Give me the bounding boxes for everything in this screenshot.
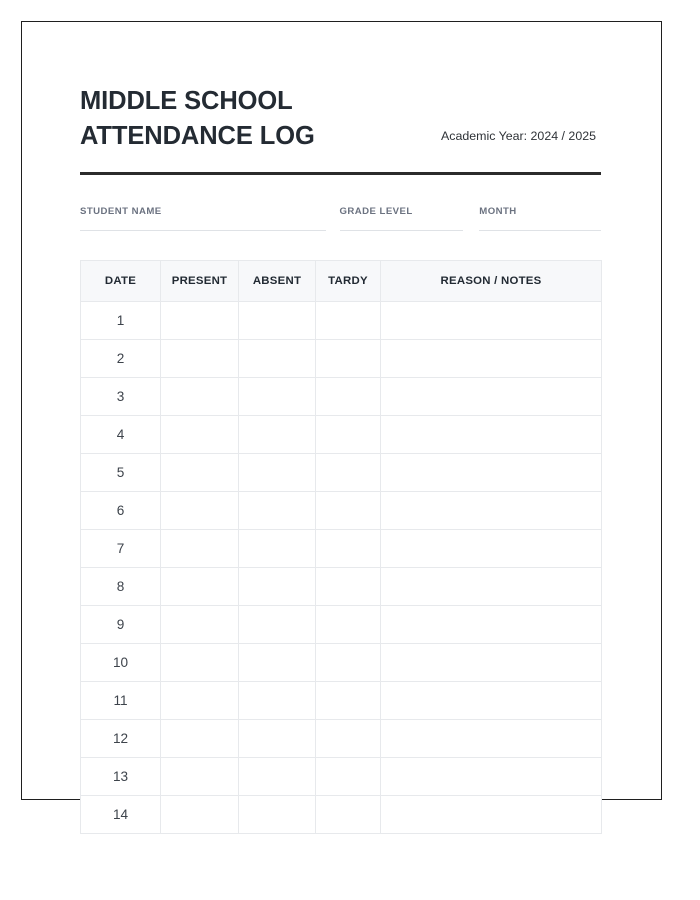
cell-absent[interactable] bbox=[239, 795, 316, 833]
table-header-row bbox=[81, 260, 602, 301]
cell-tardy[interactable] bbox=[316, 605, 381, 643]
cell-tardy[interactable] bbox=[316, 377, 381, 415]
cell-date: 14 bbox=[81, 795, 161, 833]
cell-reason[interactable] bbox=[381, 643, 602, 681]
cell-absent[interactable] bbox=[239, 415, 316, 453]
cell-present[interactable] bbox=[161, 567, 239, 605]
cell-tardy[interactable] bbox=[316, 415, 381, 453]
cell-absent[interactable] bbox=[239, 757, 316, 795]
table-body bbox=[81, 301, 602, 833]
cell-tardy[interactable] bbox=[316, 719, 381, 757]
cell-date: 4 bbox=[81, 415, 161, 453]
cell-present[interactable] bbox=[161, 719, 239, 757]
cell-absent[interactable] bbox=[239, 681, 316, 719]
cell-date: 5 bbox=[81, 453, 161, 491]
cell-reason[interactable] bbox=[381, 757, 602, 795]
cell-date: 13 bbox=[81, 757, 161, 795]
cell-present[interactable] bbox=[161, 491, 239, 529]
cell-tardy[interactable] bbox=[316, 491, 381, 529]
cell-reason[interactable] bbox=[381, 453, 602, 491]
cell-date: 9 bbox=[81, 605, 161, 643]
cell-reason[interactable] bbox=[381, 681, 602, 719]
cell-present[interactable] bbox=[161, 415, 239, 453]
table-row bbox=[81, 453, 602, 491]
cell-tardy[interactable] bbox=[316, 453, 381, 491]
table-row bbox=[81, 795, 602, 833]
cell-present[interactable] bbox=[161, 301, 239, 339]
cell-tardy[interactable] bbox=[316, 643, 381, 681]
cell-date: 3 bbox=[81, 377, 161, 415]
cell-present[interactable] bbox=[161, 795, 239, 833]
table-row bbox=[81, 757, 602, 795]
table-header bbox=[81, 260, 602, 301]
cell-absent[interactable] bbox=[239, 529, 316, 567]
field-grade-level[interactable] bbox=[340, 206, 464, 231]
cell-absent[interactable] bbox=[239, 301, 316, 339]
cell-tardy[interactable] bbox=[316, 795, 381, 833]
cell-reason[interactable] bbox=[381, 567, 602, 605]
title-block bbox=[80, 84, 410, 154]
cell-reason[interactable] bbox=[381, 491, 602, 529]
column-header-absent: ABSENT bbox=[239, 260, 316, 301]
field-label-grade-level: GRADE LEVEL bbox=[339, 205, 413, 217]
table-row bbox=[81, 681, 602, 719]
cell-present[interactable] bbox=[161, 339, 239, 377]
cell-date: 6 bbox=[81, 491, 161, 529]
cell-date: 11 bbox=[81, 681, 161, 719]
cell-tardy[interactable] bbox=[316, 567, 381, 605]
cell-absent[interactable] bbox=[239, 605, 316, 643]
table-row bbox=[81, 301, 602, 339]
table-row bbox=[81, 339, 602, 377]
cell-present[interactable] bbox=[161, 681, 239, 719]
cell-tardy[interactable] bbox=[316, 757, 381, 795]
cell-reason[interactable] bbox=[381, 795, 602, 833]
cell-absent[interactable] bbox=[239, 339, 316, 377]
cell-date: 10 bbox=[81, 643, 161, 681]
form-fields-row bbox=[80, 206, 601, 231]
cell-absent[interactable] bbox=[239, 453, 316, 491]
cell-date: 12 bbox=[81, 719, 161, 757]
cell-present[interactable] bbox=[161, 529, 239, 567]
cell-reason[interactable] bbox=[381, 377, 602, 415]
cell-absent[interactable] bbox=[239, 643, 316, 681]
cell-date: 1 bbox=[81, 301, 161, 339]
document-header bbox=[80, 22, 601, 154]
cell-absent[interactable] bbox=[239, 567, 316, 605]
table-row bbox=[81, 567, 602, 605]
field-student-name[interactable] bbox=[80, 206, 326, 231]
cell-tardy[interactable] bbox=[316, 339, 381, 377]
cell-tardy[interactable] bbox=[316, 529, 381, 567]
field-label-student-name: STUDENT NAME bbox=[80, 205, 162, 217]
cell-reason[interactable] bbox=[381, 719, 602, 757]
cell-date: 7 bbox=[81, 529, 161, 567]
column-header-reason: REASON / NOTES bbox=[381, 260, 602, 301]
cell-present[interactable] bbox=[161, 377, 239, 415]
table-row bbox=[81, 605, 602, 643]
cell-reason[interactable] bbox=[381, 301, 602, 339]
cell-present[interactable] bbox=[161, 453, 239, 491]
cell-tardy[interactable] bbox=[316, 301, 381, 339]
academic-year-text: Academic Year: 2024 / 2025 bbox=[441, 129, 596, 143]
cell-reason[interactable] bbox=[381, 529, 602, 567]
cell-reason[interactable] bbox=[381, 415, 602, 453]
page-title-line-1: MIDDLE SCHOOL bbox=[80, 87, 293, 115]
page-title bbox=[80, 84, 410, 154]
document-page bbox=[21, 21, 662, 822]
attendance-table bbox=[80, 260, 602, 834]
table-row bbox=[81, 377, 602, 415]
field-underline-student-name bbox=[80, 230, 326, 231]
title-divider bbox=[80, 172, 601, 175]
field-label-month: MONTH bbox=[479, 205, 517, 217]
field-month[interactable] bbox=[479, 206, 601, 231]
table-row bbox=[81, 491, 602, 529]
column-header-date: DATE bbox=[81, 260, 161, 301]
cell-tardy[interactable] bbox=[316, 681, 381, 719]
cell-present[interactable] bbox=[161, 757, 239, 795]
column-header-present: PRESENT bbox=[161, 260, 239, 301]
column-header-tardy: TARDY bbox=[316, 260, 381, 301]
page-content bbox=[80, 22, 601, 834]
cell-date: 8 bbox=[81, 567, 161, 605]
field-underline-month bbox=[479, 230, 601, 231]
table-row bbox=[81, 415, 602, 453]
table-row bbox=[81, 529, 602, 567]
cell-reason[interactable] bbox=[381, 339, 602, 377]
cell-absent[interactable] bbox=[239, 377, 316, 415]
cell-present[interactable] bbox=[161, 643, 239, 681]
table-row bbox=[81, 719, 602, 757]
cell-absent[interactable] bbox=[239, 491, 316, 529]
cell-absent[interactable] bbox=[239, 719, 316, 757]
cell-date: 2 bbox=[81, 339, 161, 377]
table-row bbox=[81, 643, 602, 681]
cell-present[interactable] bbox=[161, 605, 239, 643]
cell-reason[interactable] bbox=[381, 605, 602, 643]
page-title-line-2: ATTENDANCE LOG bbox=[80, 121, 315, 150]
field-underline-grade-level bbox=[340, 230, 464, 231]
